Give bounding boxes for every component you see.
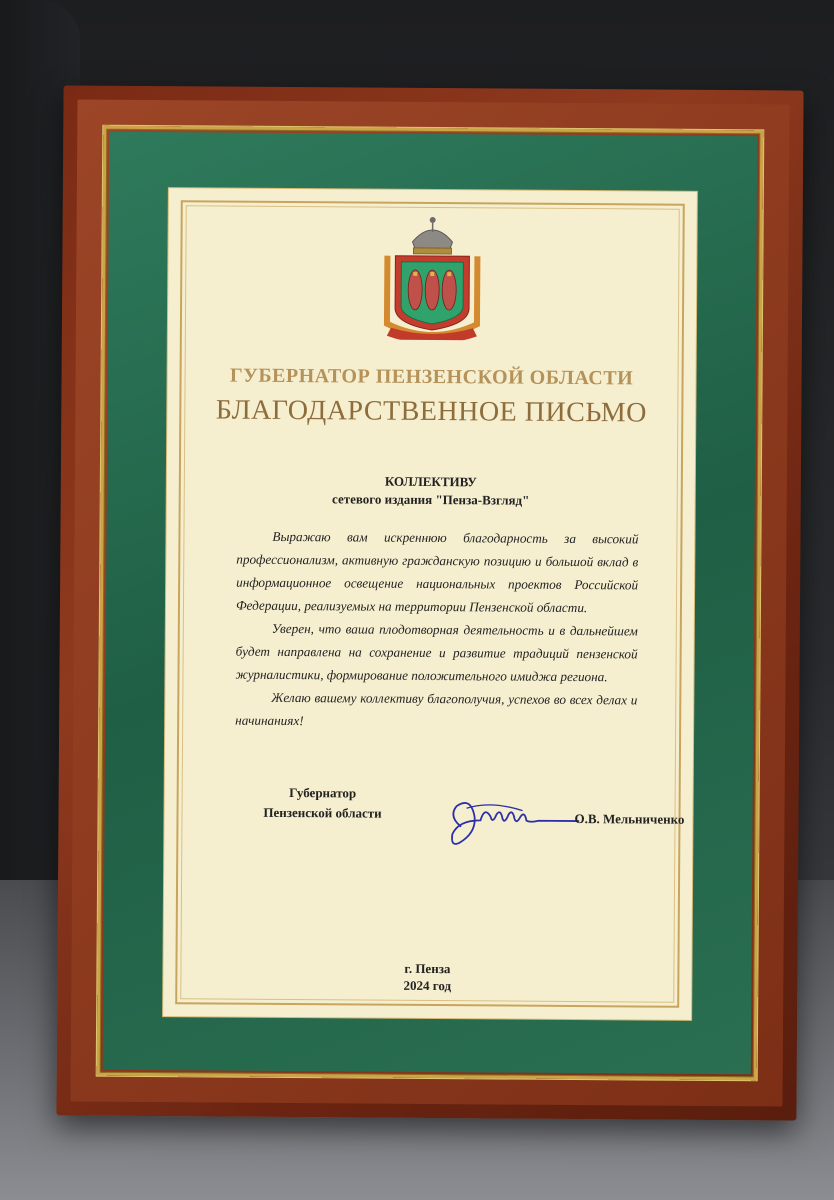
signatory-role-line1: Губернатор [289,785,357,801]
body-paragraph: Уверен, что ваша плодотворная деятельность и в дальнейшем будет направлена на сохранение и развитие традиций пензенской журналистики, формирование положительного имиджа региона. [235,620,638,685]
issuer-heading: ГУБЕРНАТОР ПЕНЗЕНСКОЙ ОБЛАСТИ [229,364,634,390]
picture-frame [56,85,803,1120]
letter-body [235,525,638,735]
handwritten-signature [430,786,580,857]
year: 2024 год [403,977,452,994]
recipient-title: КОЛЛЕКТИВУ [384,473,477,490]
crown-icon [412,217,452,254]
certificate-paper [163,188,697,1020]
document-title: БЛАГОДАРСТВЕННОЕ ПИСЬМО [215,394,648,429]
place: г. Пенза [404,960,451,977]
signatory-role [242,783,402,824]
coat-of-arms-icon [377,212,488,341]
signatory-role-line2: Пензенской области [263,804,382,821]
green-mat [103,132,758,1075]
body-paragraph: Выражаю вам искреннюю благодарность за высокий профессионализм, активную гражданскую позицию и большой вклад в информационное освещение национальных проектов Российской Федерации, реализуемых на территории Пензенской области. [235,528,639,616]
recipient-name: сетевого издания "Пенза-Взгляд" [332,491,530,508]
place-and-year [163,958,691,996]
signatory-name: О.В. Мельниченко [574,811,685,827]
body-paragraph: Желаю вашему коллективу благополучия, успехов во всех делах и начинаниях! [235,689,638,729]
